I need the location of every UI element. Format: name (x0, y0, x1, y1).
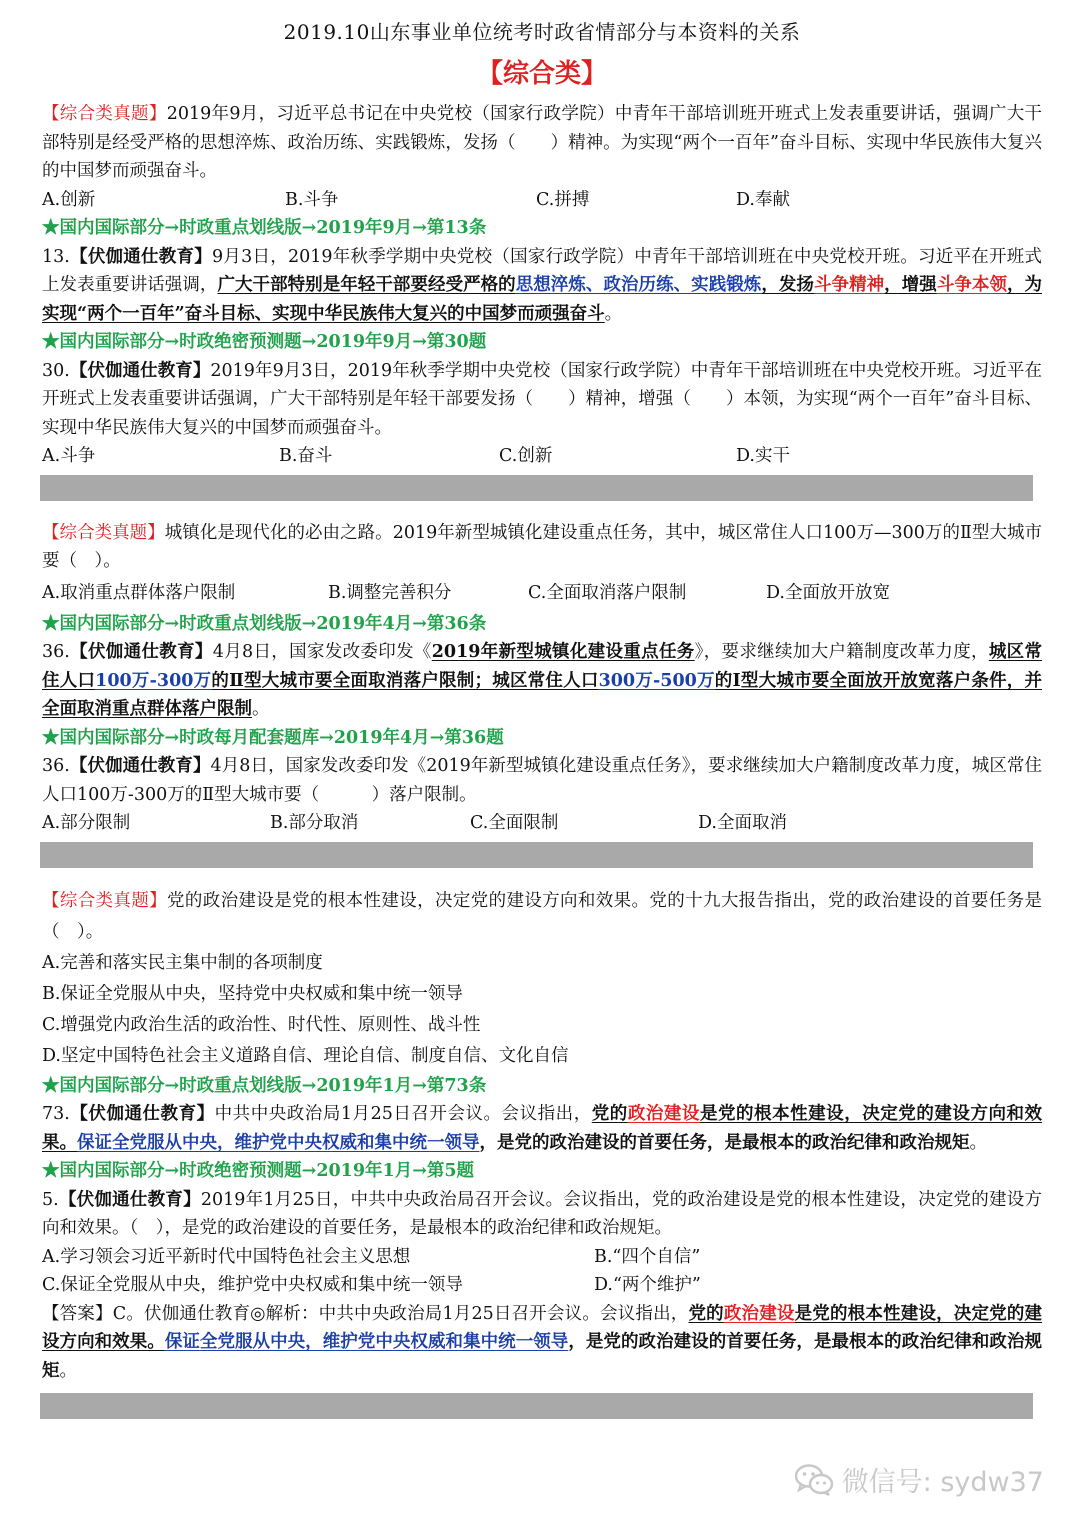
option-b: B.“四个自信” (594, 1246, 701, 1267)
option-c: C.拼搏 (536, 189, 590, 210)
answer-text: 。 (59, 1360, 77, 1381)
highlight-text: 的Ⅰ型大城市要全面放开放宽落户条件，并全面取消重点群体落户限制 (42, 670, 1042, 719)
source-reference: ★国内国际部分→时政重点划线版→2019年4月→第36条 (42, 613, 487, 634)
org-tag: 【伏伽通仕教育】 (69, 756, 211, 776)
item-text: 4月8日，国家发改委印发《2019年新型城镇化建设重点任务》，要求继续加大户籍制度改革力度，城区常住人口100万-300万的Ⅱ型大城市要（ ）落户限制。 (42, 756, 1042, 805)
wechat-watermark (794, 1460, 1044, 1499)
org-tag: 【伏伽通仕教育】 (69, 360, 211, 381)
item-text: 2019年1月25日，中共中央政治局召开会议。会议指出，党的政治建设是党的根本性建设，决定党的建设方向和效果。（ ），是党的政治建设的首要任务，是最根本的政治纪律和政治规矩。 (42, 1189, 1043, 1238)
item-number: 73. (42, 1104, 70, 1124)
option-c: C.增强党内政治生活的政治性、时代性、原则性、战斗性 (42, 1014, 481, 1035)
org-tag: 【伏伽通仕教育】 (69, 1104, 215, 1124)
option-d: D.全面放开放宽 (766, 582, 890, 603)
question-tag: 【综合类真题】 (42, 890, 168, 911)
question-block-3 (42, 886, 1042, 1420)
highlight-text: 2019年新型城镇化建设重点任务 (431, 642, 695, 662)
highlight-text: 广大干部特别是年轻干部要经受严格的 (217, 275, 516, 295)
question-block-2 (42, 519, 1042, 868)
option-row (42, 1271, 1042, 1300)
item-text: 》，要求继续加大户籍制度改革力度， (694, 642, 989, 662)
highlight-blue: 思想淬炼、政治历练、实践锻炼 (515, 275, 762, 295)
section-divider (40, 842, 1033, 868)
item-text: 2019年9月3日，2019年秋季学期中央党校（国家行政学院）中青年干部培训班在中央党校开班。习近平在开班式上发表重要讲话强调，广大干部特别是年轻干部要发扬（ ）精神，增强（ ）本领，为实现“两个一百年”奋斗目标、实现中华民族伟大复兴的中国梦而顽强奋斗。 (42, 360, 1042, 438)
option-a: A.学习领会习近平新时代中国特色社会主义思想 (42, 1246, 411, 1267)
highlight-red: 政治建设 (723, 1303, 795, 1324)
highlight-text: ，是党的政治建设的首要任务，是最根本的政治纪律和政治规矩 (42, 1332, 1043, 1381)
highlight-blue: 100万-300万 (95, 670, 212, 691)
option-row (42, 186, 1042, 215)
option-d: D.坚定中国特色社会主义道路自信、理论自信、制度自信、文化自信 (42, 1045, 569, 1066)
option-b: B.斗争 (285, 189, 339, 210)
highlight-text: 党的 (591, 1104, 628, 1124)
option-a: A.创新 (42, 189, 96, 210)
option-c: C.创新 (499, 446, 553, 466)
highlight-text: 的Ⅱ型大城市要全面取消落户限制；城区常住人口 (211, 670, 599, 691)
reference-item (42, 243, 1042, 329)
question-stem (42, 100, 1042, 186)
answer-explanation (42, 1300, 1042, 1386)
question-text: 2019年9月，习近平总书记在中央党校（国家行政学院）中青年干部培训班开班式上发表重要讲话，强调广大干部特别是经受严格的思想淬炼、政治历练、实践锻炼，发扬（ ）精神。为实现“两个一百年”奋斗目标、实现中华民族伟大复兴的中国梦而顽强奋斗。 (42, 104, 1043, 181)
option-d: D.奉献 (736, 189, 790, 210)
option-b: B.保证全党服从中央，坚持党中央权威和集中统一领导 (42, 983, 463, 1004)
option-b: B.奋斗 (279, 446, 333, 466)
source-reference: ★国内国际部分→时政绝密预测题→2019年1月→第5题 (42, 1161, 475, 1181)
option-d: D.全面取消 (698, 813, 787, 833)
highlight-text: ，为实现“两个一百年”奋斗目标、实现中华民族伟大复兴的中国梦而顽强奋斗 (42, 275, 1043, 324)
option-a: A.部分限制 (42, 813, 131, 833)
item-text: 4月8日，国家发改委印发《 (212, 642, 432, 662)
source-reference: ★国内国际部分→时政每月配套题库→2019年4月→第36题 (42, 727, 504, 748)
option-a: A.取消重点群体落户限制 (42, 582, 236, 603)
option-c: C.全面取消落户限制 (528, 582, 687, 603)
item-text: 中共中央政治局1月25日召开会议。会议指出， (214, 1104, 592, 1124)
option-b: B.调整完善积分 (328, 582, 452, 603)
highlight-text: 城区常住人口 (42, 642, 1043, 691)
question-stem (42, 886, 1042, 948)
question-stem (42, 519, 1042, 576)
question-block-1 (42, 100, 1042, 501)
practice-item (42, 357, 1042, 443)
highlight-blue: 保证全党服从中央，维护党中央权威和集中统一领导 (164, 1332, 569, 1352)
item-number: 36. (42, 756, 70, 776)
question-text: 城镇化是现代化的必由之路。2019年新型城镇化建设重点任务，其中，城区常住人口100万—300万的Ⅱ型大城市要（ ）。 (42, 522, 1043, 571)
option-c: C.保证全党服从中央，维护党中央权威和集中统一领导 (42, 1275, 463, 1295)
section-divider (40, 475, 1033, 501)
section-divider (40, 1393, 1033, 1419)
source-reference: ★国内国际部分→时政重点划线版→2019年9月→第13条 (42, 218, 487, 238)
option-a: A.斗争 (42, 446, 96, 466)
org-tag: 【伏伽通仕教育】 (58, 1189, 201, 1210)
item-text: 9月3日，2019年秋季学期中央党校（国家行政学院）中青年干部培训班在中央党校开班。习近平在开班式上发表重要讲话强调， (42, 246, 1042, 295)
document-page (42, 10, 1042, 1437)
highlight-text: 是党的根本性建设，决定党的建设方向和效果。 (42, 1303, 1043, 1352)
highlight-text: ，发扬 (761, 275, 814, 295)
option-row (42, 809, 1042, 838)
option-row (42, 576, 1042, 610)
highlight-blue: 保证全党服从中央，维护党中央权威和集中统一领导 (77, 1132, 480, 1153)
highlight-blue: 300万-500万 (598, 670, 715, 691)
option-d: D.实干 (736, 446, 790, 466)
item-text: 。 (604, 303, 623, 324)
item-number: 5. (42, 1189, 59, 1210)
source-reference: ★国内国际部分→时政重点划线版→2019年1月→第73条 (42, 1075, 487, 1096)
category-heading: 【综合类】 (476, 59, 607, 89)
answer-tag: 【答案】 (42, 1303, 113, 1324)
item-number: 36. (42, 642, 70, 662)
org-tag: 【伏伽通仕教育】 (69, 246, 212, 267)
option-row (42, 442, 1042, 471)
reference-item (42, 1100, 1042, 1157)
wechat-icon (794, 1463, 834, 1497)
question-tag: 【综合类真题】 (42, 104, 167, 124)
item-number: 13. (42, 246, 70, 267)
watermark-text: 微信号: sydw37 (841, 1467, 1044, 1498)
highlight-text: 是党的根本性建设，决定党的建设方向和效果。 (42, 1104, 1043, 1153)
option-a: A.完善和落实民主集中制的各项制度 (42, 952, 323, 973)
option-c: C.全面限制 (470, 813, 559, 833)
practice-item (42, 752, 1042, 809)
highlight-text: ，增强 (884, 275, 937, 295)
reference-item (42, 638, 1042, 724)
org-tag: 【伏伽通仕教育】 (69, 642, 213, 662)
highlight-red: 政治建设 (627, 1104, 700, 1124)
highlight-text: ，是党的政治建设的首要任务，是最根本的政治纪律和政治规矩 (479, 1132, 970, 1153)
item-number: 30. (42, 360, 70, 381)
item-text: 。 (969, 1132, 987, 1153)
highlight-red: 斗争精神 (813, 275, 885, 295)
question-tag: 【综合类真题】 (42, 522, 165, 543)
highlight-red: 斗争本领 (936, 275, 1007, 295)
option-b: B.部分取消 (270, 813, 359, 833)
option-row (42, 1243, 1042, 1272)
answer-text: C。伏伽通仕教育◎解析：中共中央政治局1月25日召开会议。会议指出， (112, 1303, 689, 1324)
source-reference: ★国内国际部分→时政绝密预测题→2019年9月→第30题 (42, 332, 487, 352)
page-title: 2019.10山东事业单位统考时政省情部分与本资料的关系 (283, 20, 801, 44)
question-text: 党的政治建设是党的根本性建设，决定党的建设方向和效果。党的十九大报告指出，党的政治建设的首要任务是（ ）。 (42, 890, 1042, 942)
highlight-text: 党的 (688, 1303, 724, 1324)
option-d: D.“两个维护” (594, 1275, 701, 1295)
item-text: 。 (252, 699, 270, 719)
practice-item (42, 1186, 1042, 1243)
